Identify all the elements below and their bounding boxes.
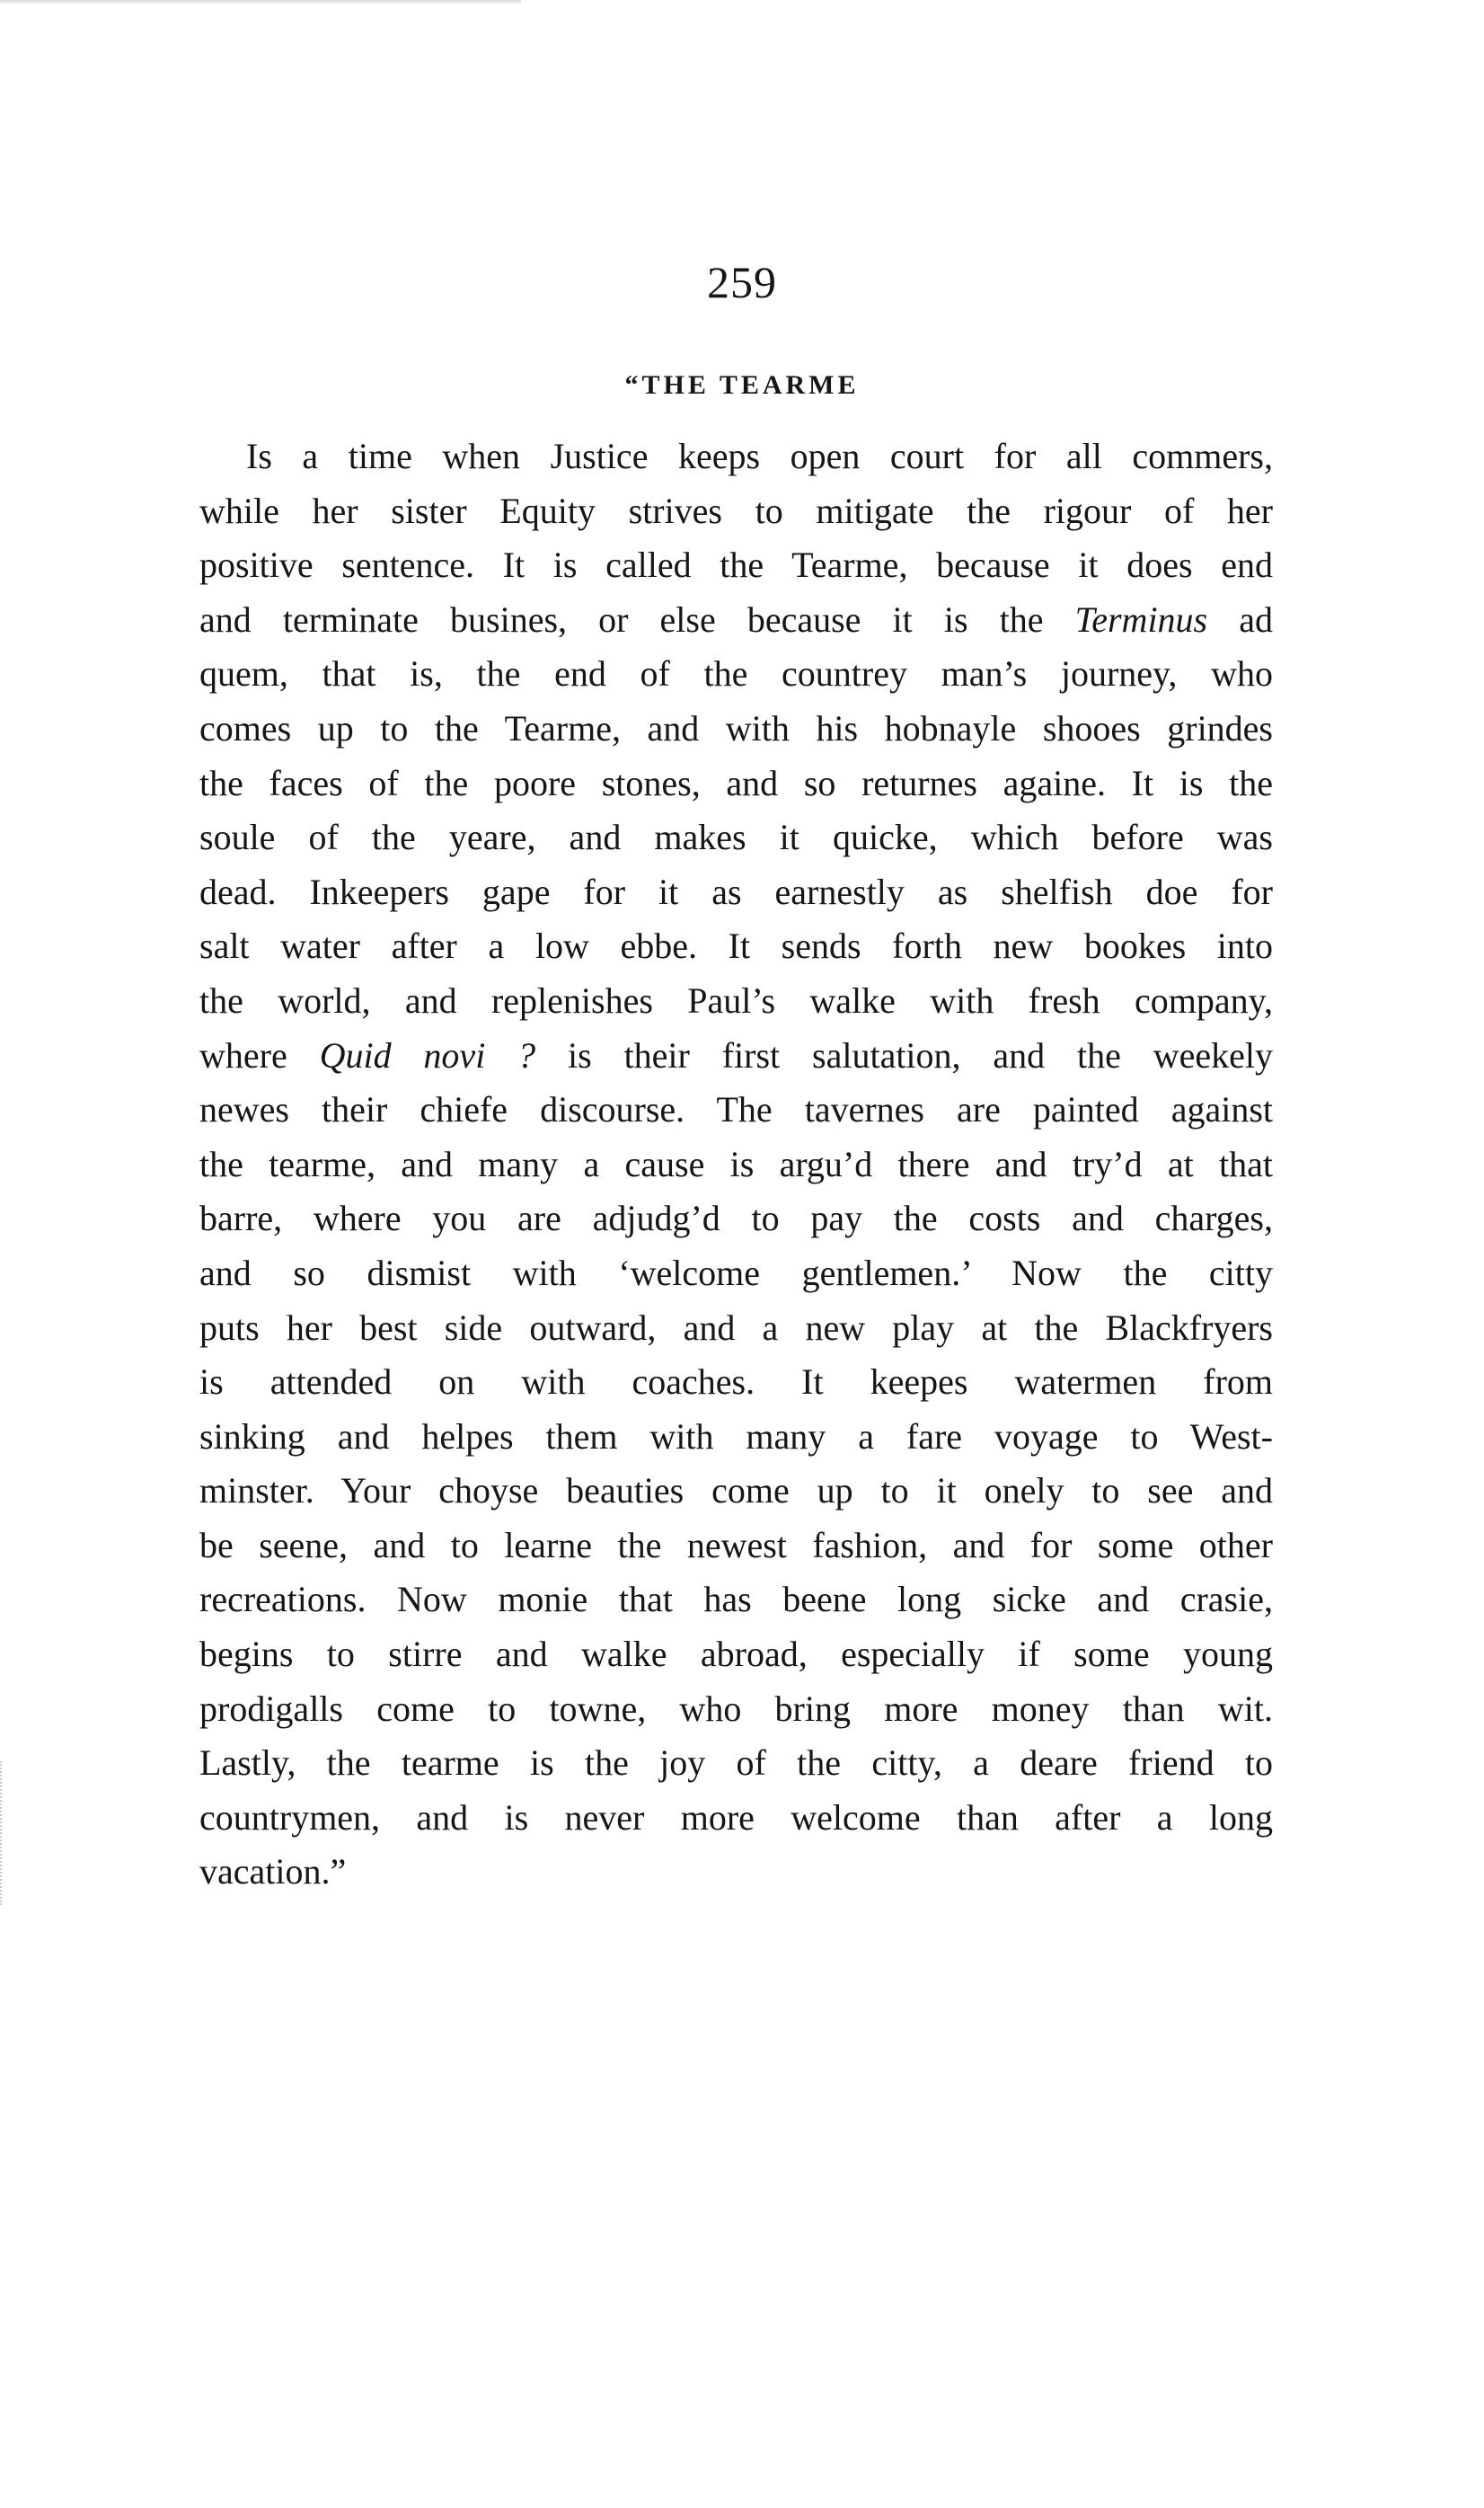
text-line: salt water after a low ebbe. It sends forth new bookes into: [199, 926, 1273, 967]
italic-term: Quid novi ?: [319, 1034, 536, 1076]
text-line: [199, 593, 1273, 648]
scan-edge-left: [0, 1761, 4, 1905]
text-line: quem, that is, the end of the countrey man’s journey, who: [199, 653, 1273, 695]
section-heading: “THE TEARME: [624, 370, 860, 400]
text-line: positive sentence. It is called the Tearme, because it does end: [199, 545, 1273, 586]
text-segment: is their first salutation, and the weekely: [535, 1034, 1274, 1076]
text-line: puts her best side outward, and a new play at the Blackfryers: [199, 1307, 1273, 1348]
text-segment: and terminate busines, or else because it is the: [199, 598, 1075, 640]
text-line: prodigalls come to towne, who bring more money than wit.: [199, 1688, 1273, 1729]
text-line: Lastly, the tearme is the joy of the citty, a deare friend to: [199, 1742, 1273, 1784]
text-line: soule of the yeare, and makes it quicke, which before was: [199, 817, 1273, 858]
text-line: be seene, and to learne the newest fashion, and for some other: [199, 1524, 1273, 1565]
italic-term: Terminus: [1074, 598, 1208, 640]
text-line: Is a time when Justice keeps open court for all commers,: [246, 436, 1273, 476]
text-line: countrymen, and is never more welcome than after a long: [199, 1796, 1273, 1838]
text-segment: ad: [1207, 598, 1273, 640]
text-line: dead. Inkeepers gape for it as earnestly as shelfish doe for: [199, 871, 1273, 912]
text-line: and so dismist with ‘welcome gentlemen.’ Now the citty: [199, 1252, 1273, 1293]
text-line: is attended on with coaches. It keepes watermen from: [199, 1361, 1273, 1403]
text-line: the faces of the poore stones, and so returnes againe. It is the: [199, 762, 1273, 803]
text-line: minster. Your choyse beauties come up to it onely to see and: [199, 1470, 1273, 1511]
text-line: the tearme, and many a cause is argu’d there and try’d at that: [199, 1143, 1273, 1184]
text-line: [199, 1029, 1273, 1084]
text-line: sinking and helpes them with many a fare voyage to West-: [199, 1415, 1273, 1457]
scan-edge-top: [0, 0, 521, 4]
body-text: [199, 430, 1273, 1900]
text-line: the world, and replenishes Paul’s walke with fresh company,: [199, 979, 1273, 1021]
text-line: newes their chiefe discourse. The tavernes are painted against: [199, 1089, 1273, 1130]
text-line: recreations. Now monie that has beene long sicke and crasie,: [199, 1579, 1273, 1620]
text-line: barre, where you are adjudg’d to pay the costs and charges,: [199, 1198, 1273, 1239]
page-number: 259: [707, 257, 777, 307]
text-line: comes up to the Tearme, and with his hobnayle shooes grindes: [199, 707, 1273, 749]
text-line: vacation.”: [199, 1851, 347, 1892]
text-segment: where: [199, 1034, 320, 1076]
text-line: begins to stirre and walke abroad, especially if some young: [199, 1634, 1273, 1675]
text-line: while her sister Equity strives to mitigate the rigour of her: [199, 490, 1273, 531]
